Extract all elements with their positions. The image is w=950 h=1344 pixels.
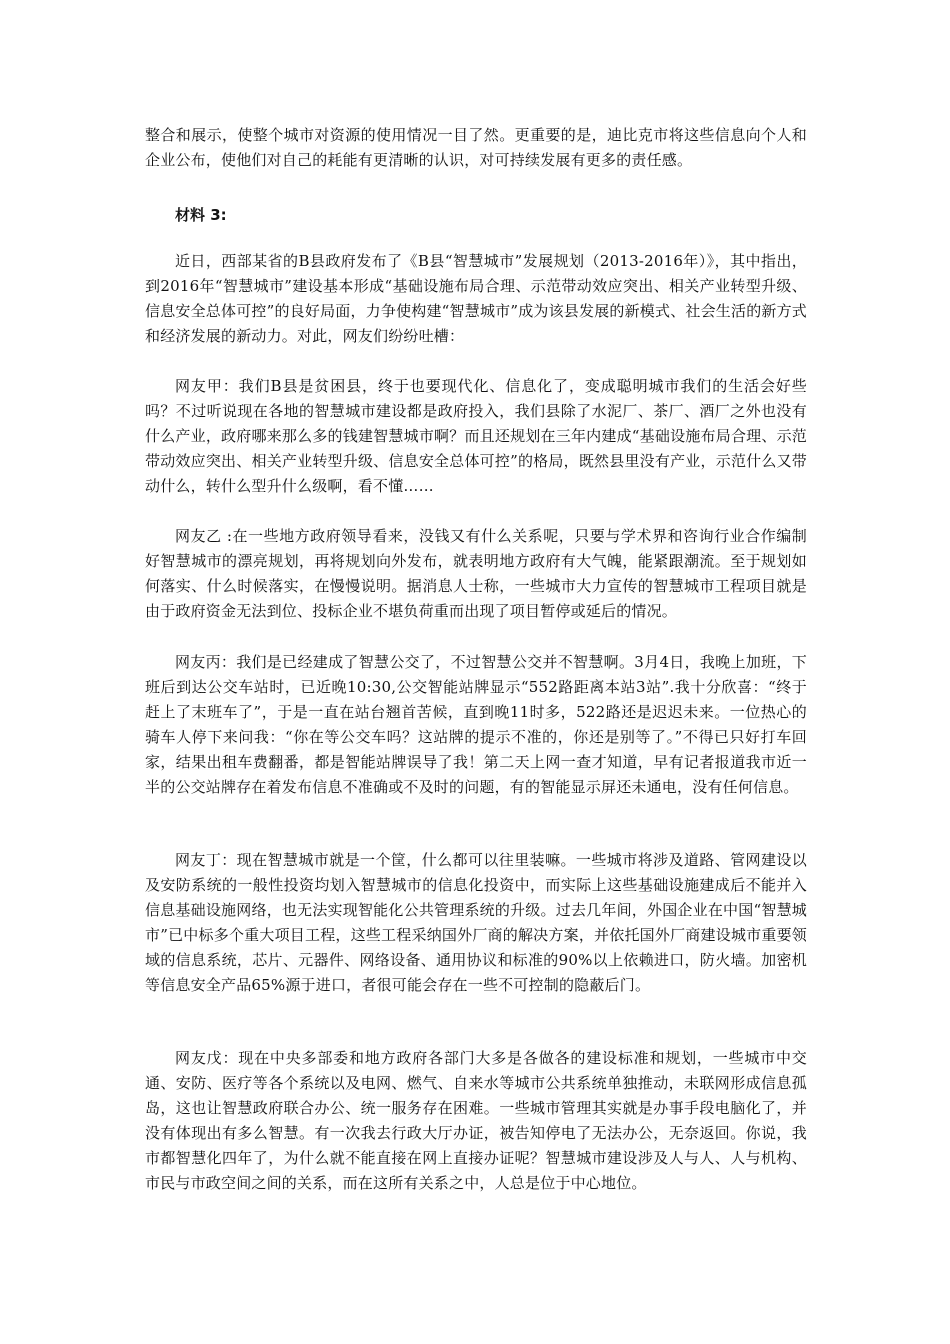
netizen-ding-paragraph: 网友丁：现在智慧城市就是一个筐，什么都可以往里装嘛。一些城市将涉及道路、管网建设以及安防系统的一般性投资均划入智慧城市的信息化投资中，而实际上这些基础设施建成后不能并入信息基础设施网络，也无法实现智能化公共管理系统的升级。过去几年间，外国企业在中国“智慧城市”已中标多个重大项目工程，这些工程采纳国外厂商的解决方案，并依托国外厂商建设城市重要领域的信息系统，芯片、元器件、网络设备、通用协议和标准的90%以上依赖进口，防火墙。加密机等信息安全产品65%源于进口，者很可能会存在一些不可控制的隐蔽后门。	[145, 851, 807, 994]
netizen-bing-paragraph: 网友丙：我们是已经建成了智慧公交了，不过智慧公交并不智慧啊。3月4日，我晚上加班，下班后到达公交车站时，已近晚10:30,公交智能站牌显示“552路距离本站3站”.我十分欣喜：“终于赶上了末班车了”，于是一直在站台翘首苦候，直到晚11时多，522路还是迟迟未来。一位热心的骑车人停下来问我：“你在等公交车吗？这站牌的提示不准的，你还是别等了。”不得已只好打车回家，结果出租车费翻番，都是智能站牌误导了我！第二天上网一查才知道，早有记者报道我市近一半的公交站牌存在着发布信息不准确或不及时的问题，有的智能显示屏还未通电，没有任何信息。	[145, 653, 807, 796]
netizen-jia-paragraph: 网友甲：我们B县是贫困县，终于也要现代化、信息化了，变成聪明城市我们的生活会好些吗？不过听说现在各地的智慧城市建设都是政府投入，我们县除了水泥厂、茶厂、酒厂之外也没有什么产业，政府哪来那么多的钱建智慧城市啊？而且还规划在三年内建成“基础设施布局合理、示范带动效应突出、相关产业转型升级、信息安全总体可控”的格局，既然县里没有产业，示范什么又带动什么，转什么型升什么级啊，看不懂……	[145, 377, 807, 495]
intro-paragraph: 整合和展示，使整个城市对资源的使用情况一目了然。更重要的是，迪比克市将这些信息向个人和企业公布，使他们对自己的耗能有更清晰的认识，对可持续发展有更多的责任感。	[145, 126, 807, 169]
netizen-wu-paragraph: 网友戊：现在中央多部委和地方政府各部门大多是各做各的建设标准和规划，一些城市中交通、安防、医疗等各个系统以及电网、燃气、自来水等城市公共系统单独推动，未联网形成信息孤岛，这也让智慧政府联合办公、统一服务存在困难。一些城市管理其实就是办事手段电脑化了，并没有体现出有多么智慧。有一次我去行政大厅办证，被告知停电了无法办公，无奈返回。你说，我市都智慧化四年了，为什么就不能直接在网上直接办证呢？智慧城市建设涉及人与人、人与机构、市民与市政空间之间的关系，而在这所有关系之中，人总是位于中心地位。	[145, 1049, 807, 1192]
section-heading: 材料 3:	[175, 206, 227, 224]
netizen-yi-paragraph: 网友乙 :在一些地方政府领导看来，没钱又有什么关系呢，只要与学术界和咨询行业合作编制好智慧城市的漂亮规划，再将规划向外发布，就表明地方政府有大气魄，能紧跟潮流。至于规划如何落实、什么时候落实，在慢慢说明。据消息人士称，一些城市大力宣传的智慧城市工程项目就是由于政府资金无法到位、投标企业不堪负荷重而出现了项目暂停或延后的情况。	[145, 527, 807, 620]
material3-paragraph: 近日，西部某省的B县政府发布了《B县“智慧城市”发展规划（2013-2016年）》，其中指出，到2016年“智慧城市”建设基本形成“基础设施布局合理、示范带动效应突出、相关产业转型升级、信息安全总体可控”的良好局面，力争使构建“智慧城市”成为该县发展的新模式、社会生活的新方式和经济发展的新动力。对此，网友们纷纷吐槽：	[145, 252, 808, 345]
